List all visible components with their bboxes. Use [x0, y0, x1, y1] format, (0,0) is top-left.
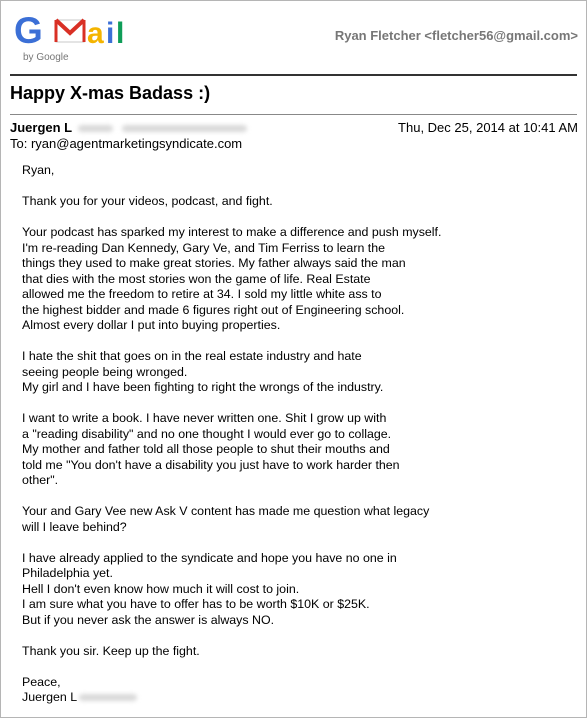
body-line: Ryan,: [22, 163, 55, 177]
body-line: I am sure what you have to offer has to be worth $10K or $25K.: [22, 597, 370, 611]
body-line: other".: [22, 473, 59, 487]
redacted-sender-email: [122, 125, 247, 132]
redacted-surname: [78, 125, 113, 132]
email-body: [22, 163, 577, 706]
body-line: I hate the shit that goes on in the real estate industry and hate: [22, 349, 362, 363]
body-line: Thank you sir. Keep up the fight.: [22, 643, 200, 658]
body-paragraph: [22, 411, 577, 489]
body-line: Thank you for your videos, podcast, and fight.: [22, 194, 273, 208]
account-email: Ryan Fletcher <fletcher56@gmail.com>: [334, 28, 578, 43]
body-line: Hell I don't even know how much it will cost to join.: [22, 581, 300, 596]
sender-name: Juergen L: [10, 120, 72, 135]
body-line: seeing people being wronged.: [22, 364, 188, 379]
body-line: Your podcast has sparked my interest to make a difference and push myself.: [22, 225, 442, 239]
body-line: My mother and father told all those people to shut their mouths and: [22, 442, 390, 456]
body-paragraph: [22, 504, 577, 535]
body-paragraph: [22, 675, 577, 706]
body-line: I want to write a book. I have never written one. Shit I grow up with: [22, 411, 387, 425]
body-paragraph: [22, 551, 577, 629]
body-line: Peace,: [22, 674, 61, 689]
sent-date: Thu, Dec 25, 2014 at 10:41 AM: [398, 120, 578, 135]
body-line: the highest bidder and made 6 figures right out of Engineering school.: [22, 302, 405, 317]
body-paragraph: [22, 194, 577, 210]
body-line: Philadelphia yet.: [22, 566, 113, 580]
subject-divider: [10, 114, 577, 115]
svg-text:l: l: [116, 17, 125, 50]
body-line: But if you never ask the answer is always NO.: [22, 612, 275, 627]
logo-subtext: by Google: [23, 52, 69, 63]
signature-name: Juergen L: [22, 690, 78, 704]
recipient: To: ryan@agentmarketingsyndicate.com: [10, 136, 243, 151]
body-paragraph: [22, 225, 577, 334]
body-line: I have already applied to the syndicate and hope you have no one in: [22, 550, 397, 565]
redacted-signature-surname: [79, 694, 137, 701]
body-paragraph: [22, 644, 577, 660]
sender: [10, 120, 247, 135]
svg-text:i: i: [106, 17, 115, 50]
body-line: a "reading disability" and no one thought I would ever go to collage.: [22, 426, 392, 441]
body-line: things they used to make great stories. My father always said the man: [22, 256, 406, 270]
body-paragraph: [22, 349, 577, 396]
body-line: will I leave behind?: [22, 519, 127, 534]
header-bar: [1, 1, 586, 73]
body-line: My girl and I have been fighting to right the wrongs of the industry.: [22, 380, 384, 394]
body-line: I'm re-reading Dan Kennedy, Gary Ve, and Tim Ferriss to learn the: [22, 240, 386, 255]
gmail-logo: [12, 5, 144, 67]
body-line: [22, 690, 577, 706]
body-line: allowed me the freedom to retire at 34. I sold my little white ass to: [22, 287, 382, 301]
body-line: Almost every dollar I put into buying properties.: [22, 318, 281, 332]
body-line: Your and Gary Vee new Ask V content has made me question what legacy: [22, 504, 430, 518]
svg-text:G: G: [14, 10, 43, 51]
body-line: told me "You don't have a disability you just have to work harder then: [22, 457, 400, 472]
body-paragraph: [22, 163, 577, 179]
body-line: that dies with the most stories won the game of life. Real Estate: [22, 271, 371, 286]
header-divider: [10, 74, 577, 76]
svg-text:a: a: [87, 17, 104, 50]
email-subject: Happy X-mas Badass :): [10, 83, 211, 103]
